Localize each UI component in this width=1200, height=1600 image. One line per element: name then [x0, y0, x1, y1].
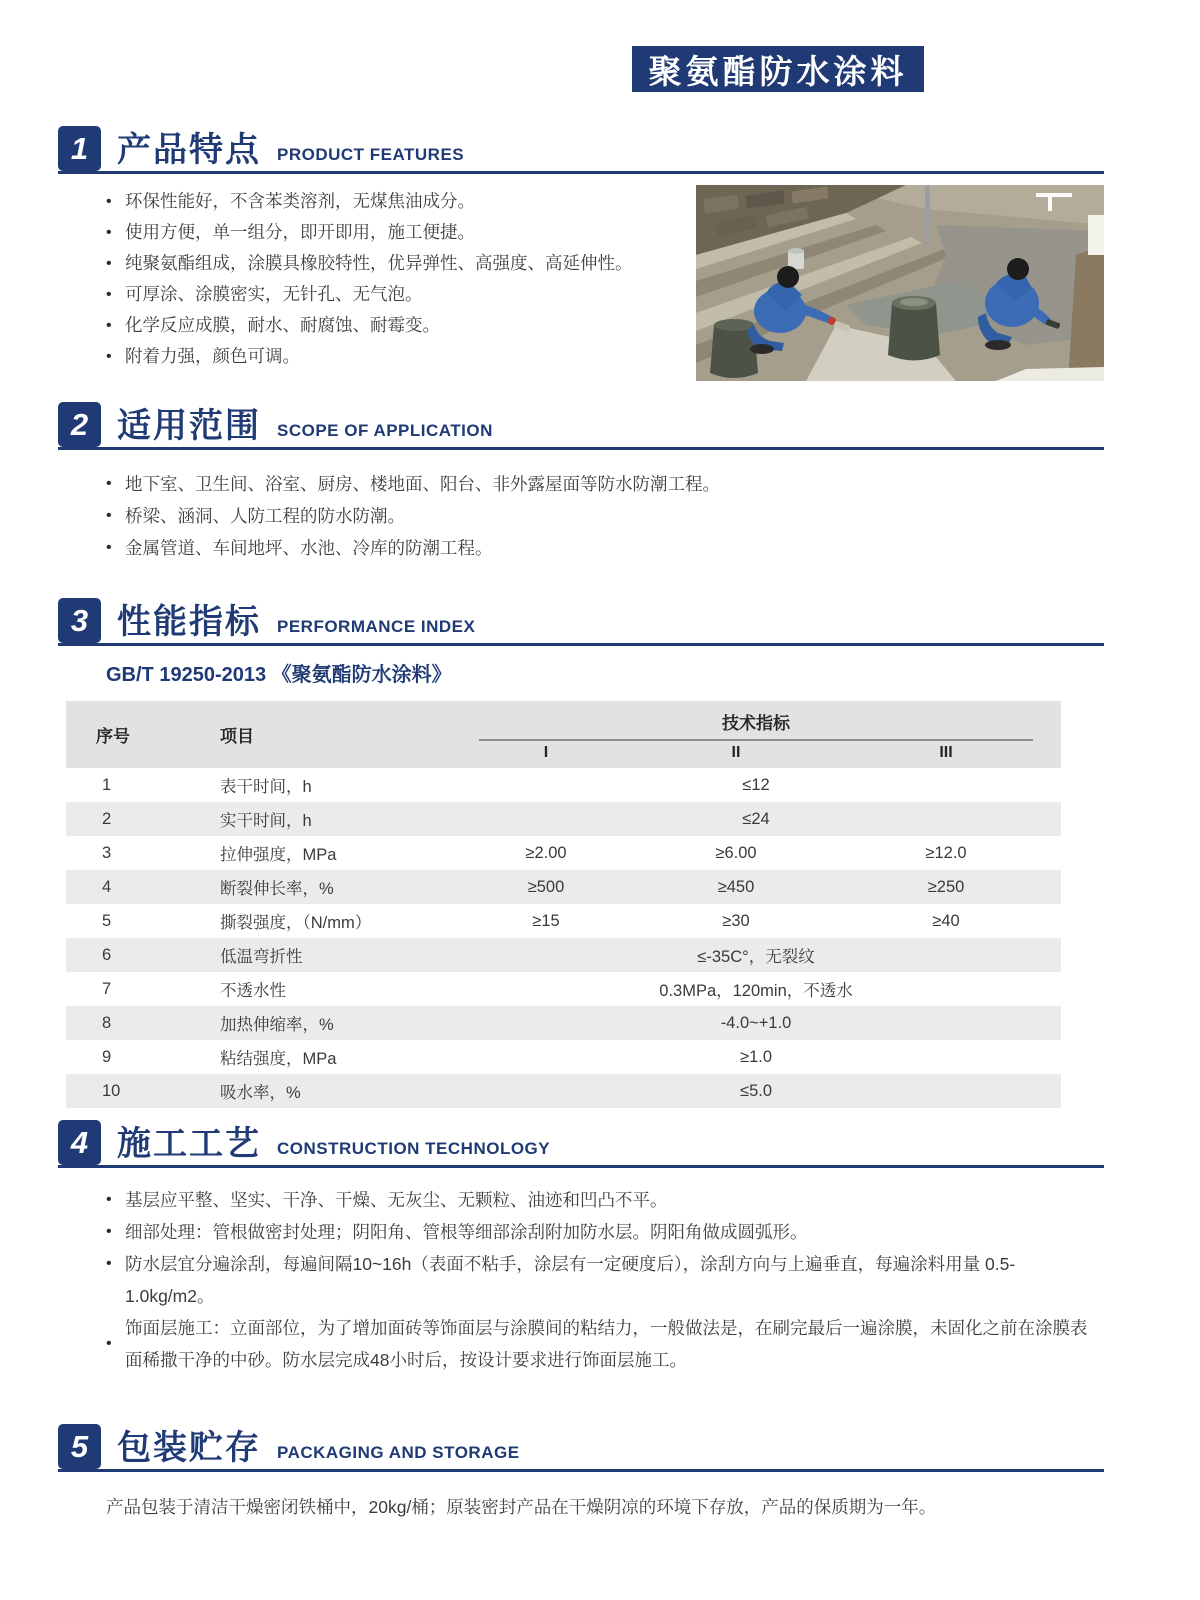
bullet-text: 使用方便，单一组分，即开即用，施工便捷。	[125, 222, 475, 242]
section-subtitle-en: PACKAGING AND STORAGE	[277, 1443, 520, 1462]
bullet-text: 饰面层施工：立面部位，为了增加面砖等饰面层与涂膜间的粘结力，一般做法是，在刷完最后一遍涂膜，未固化之前在涂膜表面稀撒干净的中砂。防水层完成48小时后，按设计要求进行饰面层施工。	[125, 1318, 1088, 1370]
column-header-tech	[451, 701, 1061, 741]
row-item: 吸水率，%	[196, 1074, 451, 1108]
bullet-text: 桥梁、涵洞、人防工程的防水防潮。	[125, 506, 405, 526]
row-item: 加热伸缩率，%	[196, 1006, 451, 1040]
row-no: 8	[66, 1006, 196, 1040]
bullet-text: 环保性能好，不含苯类溶剂，无煤焦油成分。	[125, 191, 475, 211]
packaging-text: 产品包装于清洁干燥密闭铁桶中，20kg/桶；原装密封产品在干燥阴凉的环境下存放，产品的保质期为一年。	[106, 1497, 937, 1517]
row-value-i: ≥15	[532, 911, 560, 930]
bullet-icon: •	[106, 1191, 112, 1208]
section-title: 产品特点	[117, 131, 261, 169]
section-title: 施工工艺	[117, 1125, 261, 1163]
bullet-text: 纯聚氨酯组成，涂膜具橡胶特性，优异弹性、高强度、高延伸性。	[125, 253, 633, 273]
row-item: 实干时间，h	[196, 802, 451, 836]
performance-table	[66, 701, 1061, 1108]
bullet-icon: •	[106, 317, 112, 334]
section-number-badge	[58, 126, 101, 171]
table-row	[66, 904, 1061, 938]
row-no: 4	[66, 870, 196, 904]
table-row	[66, 938, 1061, 972]
column-header-no: 序号	[66, 701, 196, 768]
section-number-badge	[58, 1424, 101, 1469]
table-row	[66, 768, 1061, 802]
row-value: ≥1.0	[740, 1047, 773, 1066]
section-construction	[58, 1118, 1104, 1376]
scope-bullet-list	[58, 468, 1104, 564]
section-title: 性能指标	[117, 603, 261, 641]
bullet-icon: •	[106, 507, 112, 524]
column-header-item: 项目	[196, 701, 451, 768]
list-item	[106, 248, 696, 279]
column-header-type1: I	[451, 741, 641, 768]
bullet-icon: •	[106, 224, 112, 241]
section-number-badge	[58, 402, 101, 447]
row-value: ≤-35C°，无裂纹	[451, 938, 1061, 972]
section-subtitle-en: PRODUCT FEATURES	[277, 145, 465, 164]
bullet-text: 附着力强，颜色可调。	[125, 346, 300, 366]
section-header	[58, 124, 1104, 174]
table-row	[66, 1074, 1061, 1108]
construction-bullet-list	[58, 1184, 1104, 1376]
section-number-badge	[58, 1120, 101, 1165]
section-title: 适用范围	[117, 407, 261, 445]
row-no: 5	[102, 911, 112, 930]
row-no: 10	[66, 1074, 196, 1108]
row-item: 撕裂强度，（N/mm）	[220, 914, 372, 932]
bullet-text: 化学反应成膜，耐水、耐腐蚀、耐霉变。	[125, 315, 440, 335]
section-subtitle-en: CONSTRUCTION TECHNOLOGY	[277, 1139, 551, 1158]
row-value: ≤24	[451, 802, 1061, 836]
row-no: 2	[66, 802, 196, 836]
list-item	[106, 279, 696, 310]
row-value-iii: ≥12.0	[925, 843, 967, 862]
bullet-text: 可厚涂、涂膜密实，无针孔、无气泡。	[125, 284, 423, 304]
list-item	[106, 341, 696, 372]
bullet-text: 防水层宜分遍涂刮，每遍间隔10~16h（表面不粘手，涂层有一定硬度后），涂刮方向与上遍垂直，每遍涂料用量 0.5-1.0kg/m2。	[125, 1254, 1016, 1306]
bullet-text: 细部处理：管根做密封处理；阴阳角、管根等细部涂刮附加防水层。阴阳角做成圆弧形。	[125, 1222, 808, 1242]
product-title: 聚氨酯防水涂料	[648, 52, 908, 90]
column-header-type3: III	[831, 741, 1061, 768]
row-value-ii: ≥450	[641, 870, 831, 904]
section-product-features	[58, 124, 1104, 386]
list-item	[106, 1312, 1104, 1376]
section-packaging	[58, 1422, 1104, 1522]
bullet-icon: •	[106, 193, 112, 210]
application-photo	[696, 185, 1104, 386]
application-photo-image	[696, 185, 1104, 381]
row-value-iii: ≥250	[831, 870, 1061, 904]
bullet-text: 地下室、卫生间、浴室、厨房、楼地面、阳台、非外露屋面等防水防潮工程。	[125, 474, 720, 494]
row-value-i: ≥500	[451, 870, 641, 904]
section-number: 1	[70, 130, 89, 166]
bullet-icon: •	[106, 1223, 112, 1240]
table-row	[66, 870, 1061, 904]
row-item: 拉伸强度，MPa	[220, 846, 337, 864]
tech-index-label: 技术指标	[722, 714, 791, 733]
bullet-icon: •	[106, 255, 112, 272]
section-header	[58, 596, 1104, 646]
section-number-badge	[58, 598, 101, 643]
bullet-icon: •	[106, 1335, 112, 1352]
row-value-i: ≥2.00	[525, 843, 567, 862]
row-item: 表干时间，h	[220, 778, 312, 796]
bullet-text: 金属管道、车间地坪、水池、冷库的防潮工程。	[125, 538, 493, 558]
row-value-iii: ≥40	[932, 911, 960, 930]
row-value: ≤5.0	[451, 1074, 1061, 1108]
section-header	[58, 1118, 1104, 1168]
list-item	[106, 468, 1104, 500]
list-item	[106, 1248, 1104, 1312]
section-header	[58, 1422, 1104, 1472]
row-item: 不透水性	[220, 982, 286, 1000]
list-item	[106, 500, 1104, 532]
section-number: 2	[70, 406, 89, 442]
section-subtitle-en: SCOPE OF APPLICATION	[277, 421, 493, 440]
row-no: 3	[102, 843, 112, 862]
list-item	[106, 217, 696, 248]
row-value: ≤12	[742, 775, 770, 794]
list-item	[106, 1184, 1104, 1216]
row-no: 7	[102, 979, 112, 998]
bullet-icon: •	[106, 539, 112, 556]
section-performance-index	[58, 596, 1104, 1108]
row-value-ii: ≥30	[722, 911, 750, 930]
section-number: 4	[70, 1124, 89, 1160]
table-row	[66, 1006, 1061, 1040]
section-title: 包装贮存	[117, 1429, 261, 1467]
bullet-icon: •	[106, 475, 112, 492]
row-item: 断裂伸长率，%	[196, 870, 451, 904]
row-value: -4.0~+1.0	[451, 1006, 1061, 1040]
table-row	[66, 1040, 1061, 1074]
table-row	[66, 972, 1061, 1006]
section-number: 5	[70, 1428, 89, 1464]
row-value: 0.3MPa，120min，不透水	[659, 982, 853, 1000]
list-item	[106, 186, 696, 217]
row-no: 1	[102, 775, 112, 794]
bullet-icon: •	[106, 348, 112, 365]
bullet-icon: •	[106, 286, 112, 303]
bullet-text: 基层应平整、坚实、干净、干燥、无灰尘、无颗粒、油迹和凹凸不平。	[125, 1190, 668, 1210]
feature-bullet-list	[58, 186, 696, 386]
section-number: 3	[70, 602, 89, 638]
column-header-type2: II	[641, 741, 831, 768]
list-item	[106, 532, 1104, 564]
table-row	[66, 836, 1061, 870]
bullet-icon: •	[106, 1255, 112, 1272]
row-no: 6	[66, 938, 196, 972]
row-item: 粘结强度，MPa	[220, 1050, 337, 1068]
row-no: 9	[102, 1047, 112, 1066]
table-row	[66, 802, 1061, 836]
list-item	[106, 1216, 1104, 1248]
section-header	[58, 400, 1104, 450]
section-subtitle-en: PERFORMANCE INDEX	[277, 617, 476, 636]
section-scope	[58, 400, 1104, 564]
row-value-ii: ≥6.00	[715, 843, 757, 862]
list-item	[106, 310, 696, 341]
product-title-banner	[632, 46, 924, 92]
standard-reference: GB/T 19250-2013 《聚氨酯防水涂料》	[106, 664, 452, 686]
row-item: 低温弯折性	[196, 938, 451, 972]
